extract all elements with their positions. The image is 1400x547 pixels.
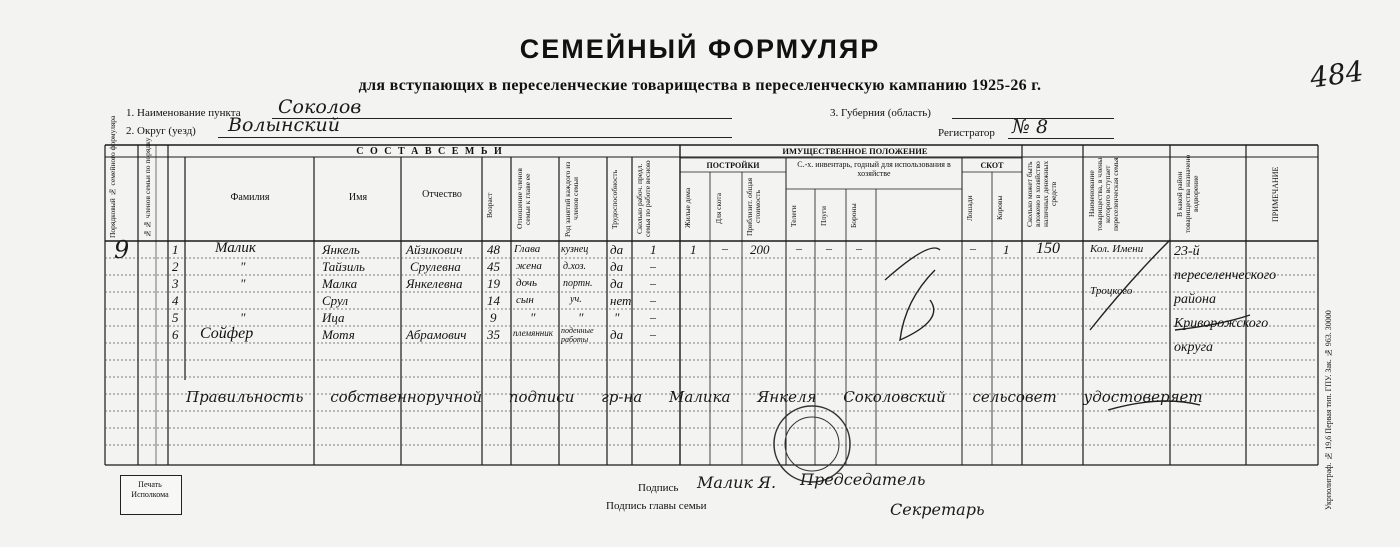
value-amount: 200 — [750, 242, 770, 257]
cash-value: 150 — [1036, 240, 1060, 257]
cows-value: 1 — [1003, 242, 1010, 257]
relation: дочь — [516, 277, 538, 289]
age: 9 — [490, 310, 497, 325]
first-name: Янкель — [322, 242, 360, 257]
header-name: Имя — [348, 192, 368, 203]
ability: нет — [610, 293, 632, 308]
form-number: 9 — [114, 236, 130, 264]
region-name: 23-й переселенческого района Криворожского округа — [1174, 244, 1277, 355]
occupation: уч. — [570, 294, 582, 305]
workers-value: 1 — [650, 242, 657, 257]
district-label: 2. Округ (уезд) — [126, 125, 196, 137]
header-age: Возраст — [485, 192, 494, 218]
page-title: СЕМЕЙНЫЙ ФОРМУЛЯР — [519, 34, 881, 64]
age: 14 — [487, 293, 500, 308]
registrar-label: Регистратор — [938, 127, 995, 139]
member-no: 5 — [172, 310, 179, 325]
settlement-value: Соколов — [278, 96, 362, 118]
occupation: " — [578, 310, 584, 325]
printer-line: Укрполиграф. № 19,6 Первая тип. ГПУ. Зак. № 963. 30000 — [1324, 310, 1333, 510]
header-region: В какой район товарищества назначено водворение — [1175, 154, 1200, 234]
print-box-label: Печать Исполкома — [131, 480, 169, 499]
header-occupation: Род занятий каждого из членов семьи — [563, 161, 580, 237]
header-inventory: С.-х. инвентарь, годный для использования в хозяйстве — [797, 160, 951, 178]
occupation: поденные работы — [561, 326, 594, 344]
certificate-text: Правильность собственноручной подписи гр-на Малика Янкеля Соколовский сельсовет удостоверяет — [186, 388, 1203, 406]
occupation: д.хоз. — [563, 261, 587, 272]
ability: да — [610, 276, 624, 291]
corner-note: 484 — [1307, 54, 1366, 95]
header-harrows: Бороны — [849, 203, 858, 229]
header-livestock: СКОТ — [980, 161, 1004, 170]
header-surname: Фамилия — [230, 192, 270, 203]
header-family-group: С О С Т А В С Е М Ь И — [356, 146, 504, 157]
header-houses: Жилые дома — [683, 187, 692, 229]
empty-marks: – — [970, 241, 976, 255]
patronymic: Янкелевна — [406, 276, 463, 291]
header-horses: Лошади — [965, 195, 974, 221]
header-property-group: ИМУЩЕСТВЕННОЕ ПОЛОЖЕНИЕ — [782, 146, 928, 156]
first-name: Ица — [322, 310, 345, 325]
secretary-signature: Секретарь — [890, 500, 985, 519]
surname: " — [240, 276, 246, 291]
header-patronymic: Отчество — [422, 189, 462, 200]
header-ploughs: Плуги — [819, 206, 828, 226]
age: 35 — [487, 327, 500, 342]
header-carts: Телеги — [789, 205, 798, 227]
chair-signature: Председатель — [800, 470, 926, 489]
ability: " — [614, 310, 620, 325]
header-cash: Сколько может быть вложено в хозяйство наличных денежных средств — [1025, 160, 1058, 228]
group-name: Кол. Имени — [1090, 243, 1144, 255]
head-signature-label: Подпись главы семьи — [606, 500, 707, 512]
patronymic: Абрамович — [406, 327, 467, 342]
first-name: Мотя — [322, 327, 355, 342]
header-barns: Для скота — [714, 192, 723, 224]
ability: да — [610, 242, 624, 257]
page-subtitle: для вступающих в переселенческие товарищества в переселенческую кампанию 1925-26 г. — [358, 77, 1042, 94]
header-ability: Трудоспособность — [610, 169, 619, 229]
ability: да — [610, 259, 624, 274]
member-no: 6 — [172, 327, 179, 342]
surname: " — [240, 259, 246, 274]
houses-value: 1 — [690, 242, 697, 257]
patronymic: Срулевна — [410, 259, 461, 274]
surname: Малик — [215, 240, 256, 256]
empty-marks: – — [722, 241, 728, 255]
header-group: Наименование товарищества, в члены которого вступает переселенческая семья — [1087, 157, 1120, 231]
member-no: 3 — [172, 276, 179, 291]
header-cows: Коровы — [995, 195, 1004, 221]
member-no: 1 — [172, 242, 179, 257]
signature-label: Подпись — [638, 482, 679, 494]
occupation: портн. — [563, 278, 593, 289]
header-notes: ПРИМЕЧАНИЕ — [1271, 166, 1280, 222]
registrar-value: № 8 — [1012, 116, 1049, 138]
province-label: 3. Губерния (область) — [830, 107, 931, 119]
settlement-label: 1. Наименование пункта — [126, 107, 241, 119]
first-name: Срул — [322, 293, 349, 308]
age: 48 — [487, 242, 500, 257]
surname: " — [240, 310, 246, 325]
header-value: Приблизит. общая стоимость — [745, 177, 762, 237]
empty-marks: – – – — [796, 241, 862, 255]
member-no: 2 — [172, 259, 179, 274]
age: 45 — [487, 259, 500, 274]
relation: племянник — [513, 328, 553, 338]
empty-marks: – – – – – — [650, 259, 656, 341]
district-value: Волынский — [228, 114, 340, 136]
relation: жена — [516, 260, 542, 272]
first-name: Тайзиль — [322, 259, 365, 274]
header-form-no: Порядковый № семейного формуляра — [108, 115, 117, 238]
age: 19 — [487, 276, 500, 291]
member-no: 4 — [172, 293, 179, 308]
header-member-no: №№ членов семьи по порядку — [143, 137, 152, 238]
patronymic: Айзикович — [406, 242, 463, 257]
occupation: кузнец — [561, 244, 589, 255]
relation: сын — [516, 294, 534, 306]
header-relation: Отношение членов семьи к главе ее — [515, 168, 532, 230]
ability: да — [610, 327, 624, 342]
relation: Глава — [514, 243, 541, 255]
header-buildings: ПОСТРОЙКИ — [706, 161, 760, 170]
header-workers: Сколько рабоч. предл. семья по работе весною — [635, 160, 652, 238]
first-name: Малка — [322, 276, 358, 291]
surname: Сойфер — [200, 325, 254, 342]
signature-value: Малик Я. — [697, 473, 777, 492]
group-name-2: Троцкого — [1090, 285, 1133, 297]
relation: " — [530, 310, 536, 325]
